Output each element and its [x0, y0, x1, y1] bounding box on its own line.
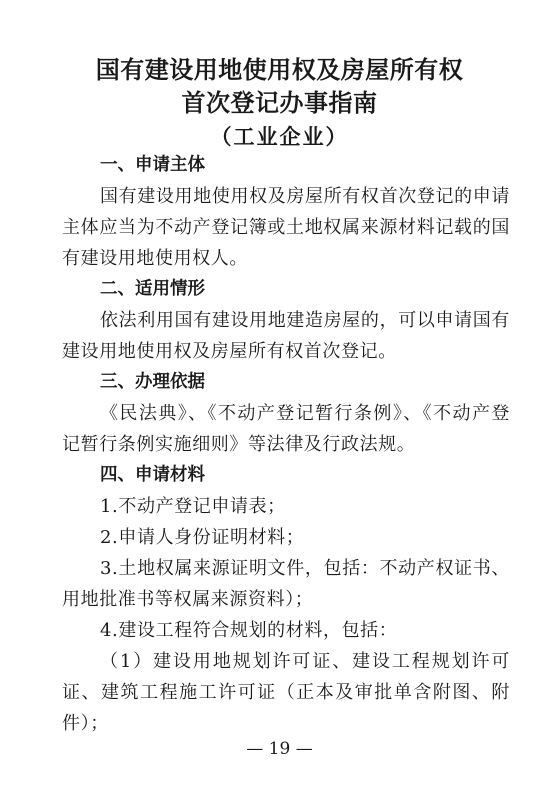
section-heading-materials: 四、申请材料 [100, 465, 205, 485]
title-line-1: 国有建设用地使用权及房屋所有权 [95, 55, 464, 84]
document-body [62, 150, 510, 739]
title-line-2: 首次登记办事指南 [181, 88, 378, 117]
section-body-scope: 依法利用国有建设用地建造房屋的，可以申请国有建设用地使用权及房屋所有权首次登记。 [62, 310, 510, 362]
section-body-basis: 《民法典》、《不动产登记暂行条例》、《不动产登记暂行条例实施细则》等法律及行政法规。 [62, 403, 510, 455]
section-body-applicant: 国有建设用地使用权及房屋所有权首次登记的申请主体应当为不动产登记簿或土地权属来源材料记载的国有建设用地使用权人。 [62, 186, 510, 269]
section-heading-applicant: 一、申请主体 [100, 155, 205, 175]
section-heading-basis: 三、办理依据 [100, 372, 205, 392]
material-item-2: 2.申请人身份证明材料； [100, 527, 305, 548]
material-item-4-1: （1）建设用地规划许可证、建设工程规划许可证、建筑工程施工许可证（正本及审批单含附图、附件）； [62, 651, 510, 734]
material-item-4: 4.建设工程符合规划的材料，包括： [100, 620, 398, 641]
page-number: — 19 — [246, 739, 313, 759]
section-heading-scope: 二、适用情形 [100, 279, 205, 299]
material-item-1: 1.不动产登记申请表； [100, 496, 286, 517]
material-item-3: 3.土地权属来源证明文件，包括：不动产权证书、用地批准书等权属来源资料）； [62, 558, 510, 610]
title-subtitle: （工业企业） [210, 124, 349, 149]
